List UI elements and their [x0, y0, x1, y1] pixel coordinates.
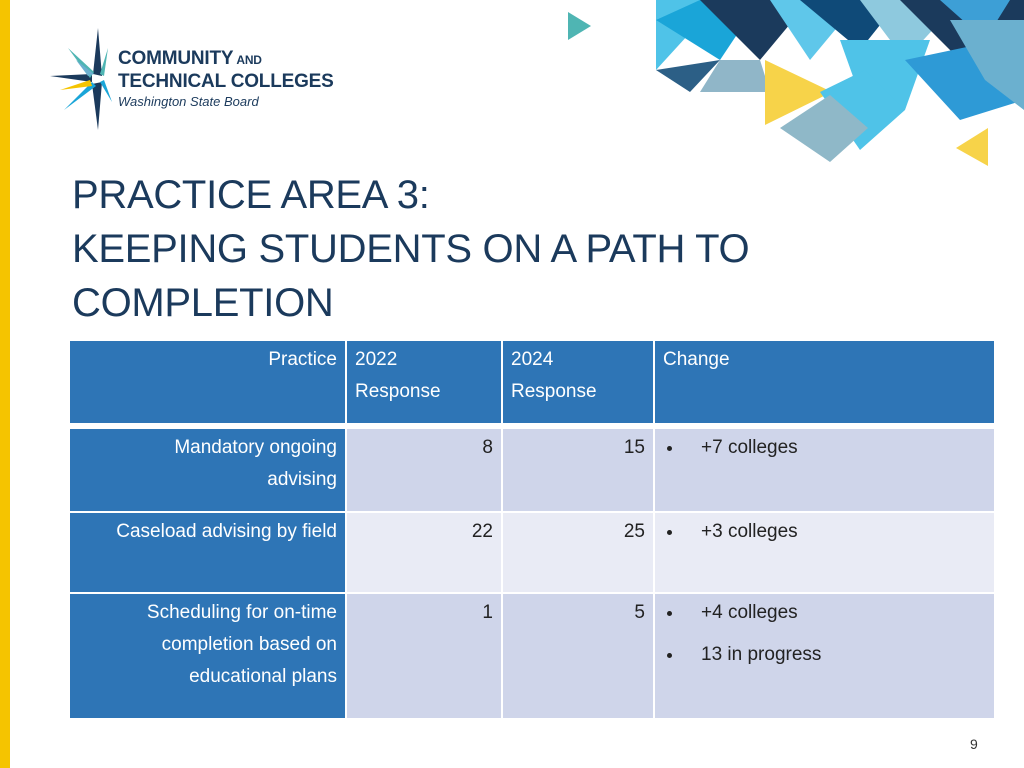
practice-text: Caseload advising by field: [116, 521, 337, 542]
value-2022: 22: [346, 512, 502, 593]
logo-text-technical-colleges: TECHNICAL COLLEGES: [118, 71, 334, 92]
value-2024: 5: [502, 593, 654, 719]
logo-text-and: AND: [236, 53, 262, 67]
logo-text-community: COMMUNITY: [118, 48, 234, 69]
practice-text: Mandatory ongoing: [174, 437, 337, 458]
header-change: Change: [654, 340, 995, 424]
change-bullet: 13 in progress: [665, 639, 986, 671]
practice-cell: [69, 428, 346, 512]
slide-title: [72, 168, 972, 330]
header-2022-year: 2022: [355, 349, 398, 370]
change-bullet: +7 colleges: [665, 432, 986, 464]
table-row: [69, 512, 995, 593]
title-line-3: COMPLETION: [72, 281, 334, 325]
practice-cell: [69, 512, 346, 593]
title-line-1: PRACTICE AREA 3:: [72, 173, 430, 217]
header-2022-response: [346, 340, 502, 424]
value-2024: 25: [502, 512, 654, 593]
change-cell: [654, 428, 995, 512]
practice-text: educational plans: [189, 666, 337, 687]
table-header-row: [69, 340, 995, 424]
header-2024-response: [502, 340, 654, 424]
title-line-2: KEEPING STUDENTS ON A PATH TO: [72, 227, 750, 271]
change-bullet: +3 colleges: [665, 516, 986, 548]
header-2022-label: Response: [355, 381, 441, 402]
practice-cell: [69, 593, 346, 719]
table-row: [69, 593, 995, 719]
table-row: [69, 428, 995, 512]
header-practice: Practice: [69, 340, 346, 424]
page-number: 9: [970, 736, 978, 752]
change-cell: [654, 512, 995, 593]
college-board-logo: [46, 26, 346, 130]
header-2024-year: 2024: [511, 349, 554, 370]
practice-text: Scheduling for on-time: [146, 602, 337, 623]
practice-text: completion based on: [161, 634, 337, 655]
value-2024: 15: [502, 428, 654, 512]
practice-table: [68, 339, 994, 720]
yellow-accent-bar: [0, 0, 10, 768]
practice-text: advising: [267, 469, 337, 490]
header-2024-label: Response: [511, 381, 597, 402]
change-cell: [654, 593, 995, 719]
value-2022: 1: [346, 593, 502, 719]
change-bullet: +4 colleges: [665, 597, 986, 629]
star-logo-icon: [46, 26, 116, 130]
value-2022: 8: [346, 428, 502, 512]
logo-text-state-board: Washington State Board: [118, 94, 259, 109]
